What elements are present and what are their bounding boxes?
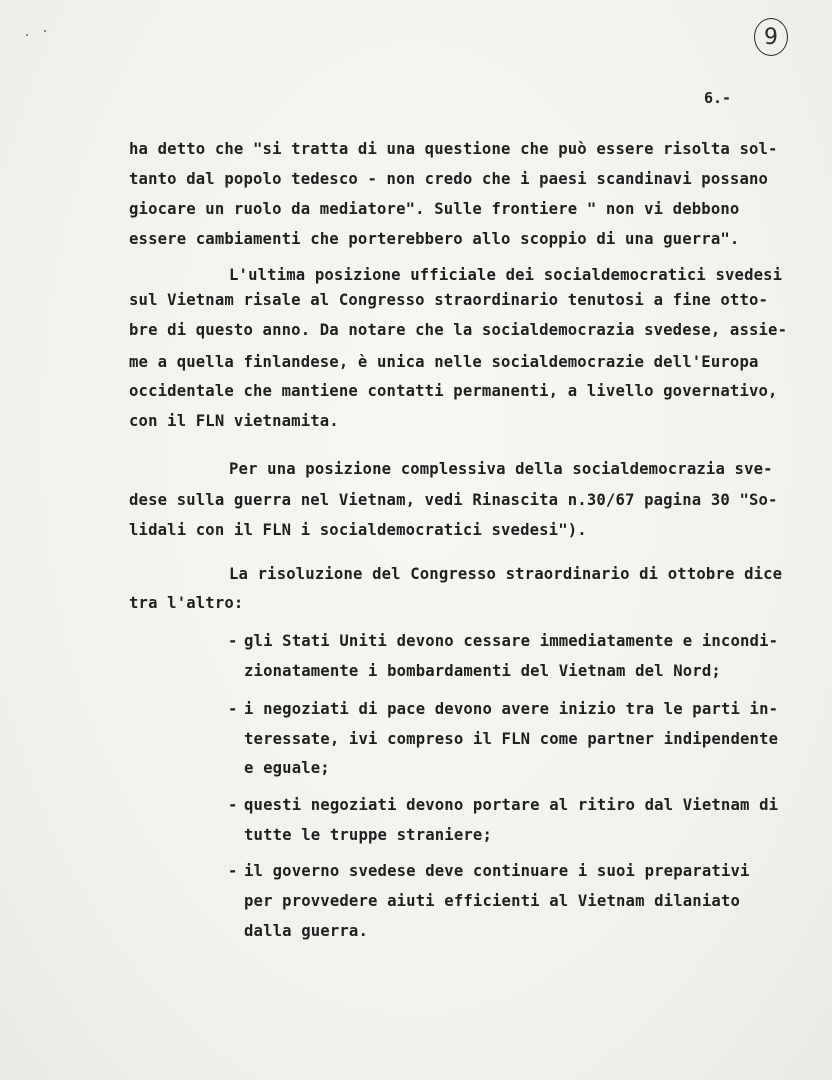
bullet-text-line: tutte le truppe straniere; bbox=[244, 826, 492, 844]
bullet-text-line: e eguale; bbox=[244, 759, 330, 777]
text-line: sul Vietnam risale al Congresso straordinario tenutosi a fine otto- bbox=[129, 291, 769, 309]
paper-speck bbox=[26, 34, 28, 36]
text-line: occidentale che mantiene contatti permanenti, a livello governativo, bbox=[129, 382, 778, 400]
text-line: con il FLN vietnamita. bbox=[129, 412, 339, 430]
paper-speck bbox=[44, 30, 46, 32]
text-line: ha detto che "si tratta di una questione che può essere risolta sol- bbox=[129, 140, 778, 158]
bullet-marker: - bbox=[228, 700, 238, 718]
page-stamp bbox=[754, 18, 788, 56]
text-line: lidali con il FLN i socialdemocratici svedesi"). bbox=[129, 521, 587, 539]
text-line: tra l'altro: bbox=[129, 594, 244, 612]
bullet-text-line: gli Stati Uniti devono cessare immediatamente e incondi- bbox=[244, 632, 779, 650]
text-line: L'ultima posizione ufficiale dei socialdemocratici svedesi bbox=[229, 266, 783, 284]
bullet-marker: - bbox=[228, 796, 238, 814]
bullet-text-line: dalla guerra. bbox=[244, 922, 368, 940]
text-line: La risoluzione del Congresso straordinario di ottobre dice bbox=[229, 565, 783, 583]
bullet-marker: - bbox=[228, 862, 238, 880]
bullet-text-line: per provvedere aiuti efficienti al Vietnam dilaniato bbox=[244, 892, 740, 910]
text-line: bre di questo anno. Da notare che la socialdemocrazia svedese, assie- bbox=[129, 321, 788, 339]
bullet-text-line: teressate, ivi compreso il FLN come partner indipendente bbox=[244, 730, 779, 748]
text-line: essere cambiamenti che porterebbero allo scoppio di una guerra". bbox=[129, 230, 740, 248]
bullet-text-line: zionatamente i bombardamenti del Vietnam del Nord; bbox=[244, 662, 721, 680]
bullet-text-line: i negoziati di pace devono avere inizio tra le parti in- bbox=[244, 700, 779, 718]
text-line: tanto dal popolo tedesco - non credo che i paesi scandinavi possano bbox=[129, 170, 769, 188]
stamp-number: 9 bbox=[764, 24, 778, 50]
text-line: giocare un ruolo da mediatore". Sulle frontiere " non vi debbono bbox=[129, 200, 740, 218]
text-line: dese sulla guerra nel Vietnam, vedi Rinascita n.30/67 pagina 30 "So- bbox=[129, 491, 778, 509]
bullet-text-line: questi negoziati devono portare al ritiro dal Vietnam di bbox=[244, 796, 779, 814]
bullet-text-line: il governo svedese deve continuare i suoi preparativi bbox=[244, 862, 750, 880]
bullet-marker: - bbox=[228, 632, 238, 650]
text-line: Per una posizione complessiva della socialdemocrazia sve- bbox=[229, 460, 773, 478]
text-line: me a quella finlandese, è unica nelle socialdemocrazie dell'Europa bbox=[129, 353, 759, 371]
page-number: 6.- bbox=[704, 89, 732, 107]
